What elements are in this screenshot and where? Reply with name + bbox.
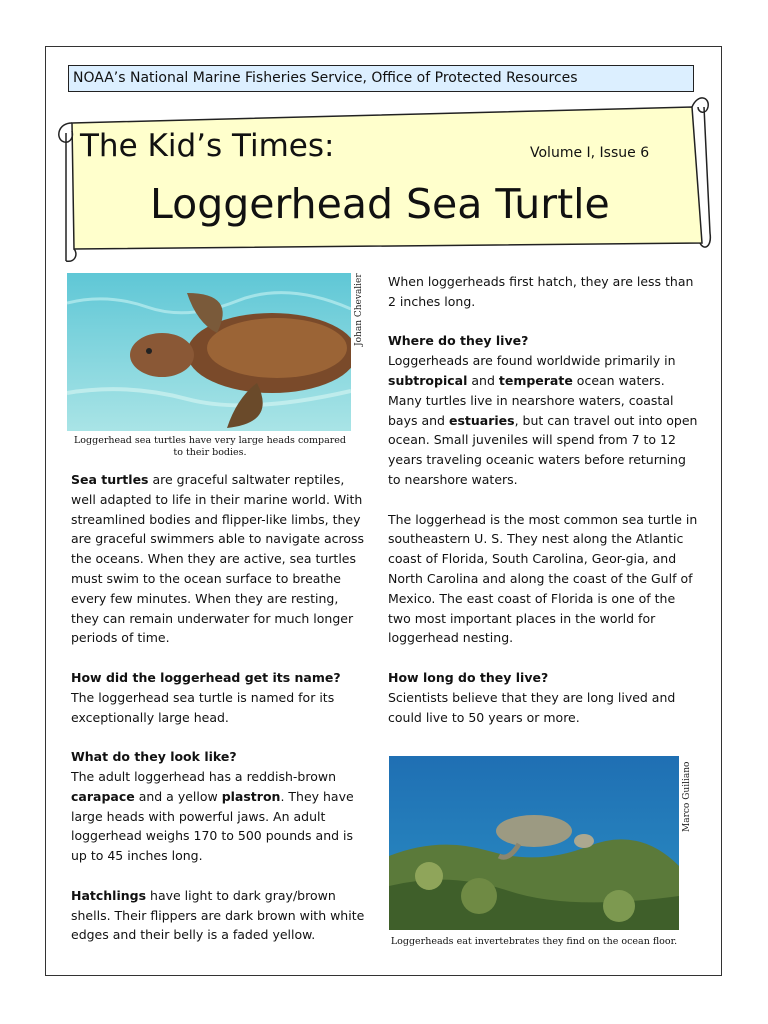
hatch-size-paragraph: When loggerheads first hatch, they are less than 2 inches long.: [388, 274, 694, 309]
scroll-banner: [52, 93, 714, 263]
common-paragraph: The loggerhead is the most common sea turtle in southeastern U. S. They nest along the Atlantic coast of Florida, South Carolina, Geor-gia, and North Carolina and along the coast of the Gulf of Mexico. The east coast of Florida is one of the two most important places in the world for loggerhead nesting.: [388, 511, 698, 646]
intro-paragraph: Sea turtles are graceful saltwater reptiles, well adapted to life in their marine world. With streamlined bodies and flipper-like limbs, they are graceful swimmers able to navigate across the oceans. When they are active, sea turtles must swim to the ocean surface to breathe every few minutes. When they are resting, they can remain underwater for much longer periods of time.: [71, 472, 365, 646]
photo-turtle-reef: [389, 756, 679, 930]
agency-banner: NOAA’s National Marine Fisheries Service, Office of Protected Resources: [68, 65, 694, 92]
photo-credit-2: Marco Guiliano: [682, 761, 692, 832]
look-heading: What do they look like?: [71, 749, 237, 765]
right-column: [388, 272, 700, 747]
name-heading: How did the loggerhead get its name?: [71, 669, 341, 685]
left-column: [71, 470, 365, 965]
photo-caption-1: Loggerhead sea turtles have very large heads compared to their bodies.: [74, 435, 346, 458]
photo-credit-1: Johan Chevalier: [354, 273, 364, 346]
photo-turtle-swimming: [67, 273, 351, 431]
masthead-series: The Kid’s Times:: [80, 128, 335, 164]
live-heading: Where do they live?: [388, 333, 529, 349]
hatchlings-paragraph: Hatchlings have light to dark gray/brown shells. Their flippers are dark brown with white edges and their belly is a faded yellow.: [71, 887, 365, 943]
lifespan-section: How long do they live? Scientists believe that they are long lived and could live to 50 years or more.: [388, 668, 700, 727]
lifespan-heading: How long do they live?: [388, 669, 549, 685]
name-section: How did the loggerhead get its name? The loggerhead sea turtle is named for its exceptionally large head.: [71, 668, 365, 727]
masthead-title: Loggerhead Sea Turtle: [150, 180, 610, 228]
photo-caption-2: Loggerheads eat invertebrates they find on the ocean floor.: [390, 936, 678, 947]
masthead-issue: Volume I, Issue 6: [530, 145, 650, 161]
look-section: What do they look like? The adult loggerhead has a reddish-brown carapace and a yellow plastron. They have large heads with powerful jaws. An adult loggerhead weighs 170 to 500 pounds and is up to 45 inches long.: [71, 747, 365, 866]
live-section: Where do they live? Loggerheads are found worldwide primarily in subtropical and temperate ocean waters. Many turtles live in nearshore waters, coastal bays and estuaries, but can travel out into open ocean. Small juveniles will spend from 7 to 12 years traveling oceanic waters before returning to nearshore waters.: [388, 331, 700, 489]
